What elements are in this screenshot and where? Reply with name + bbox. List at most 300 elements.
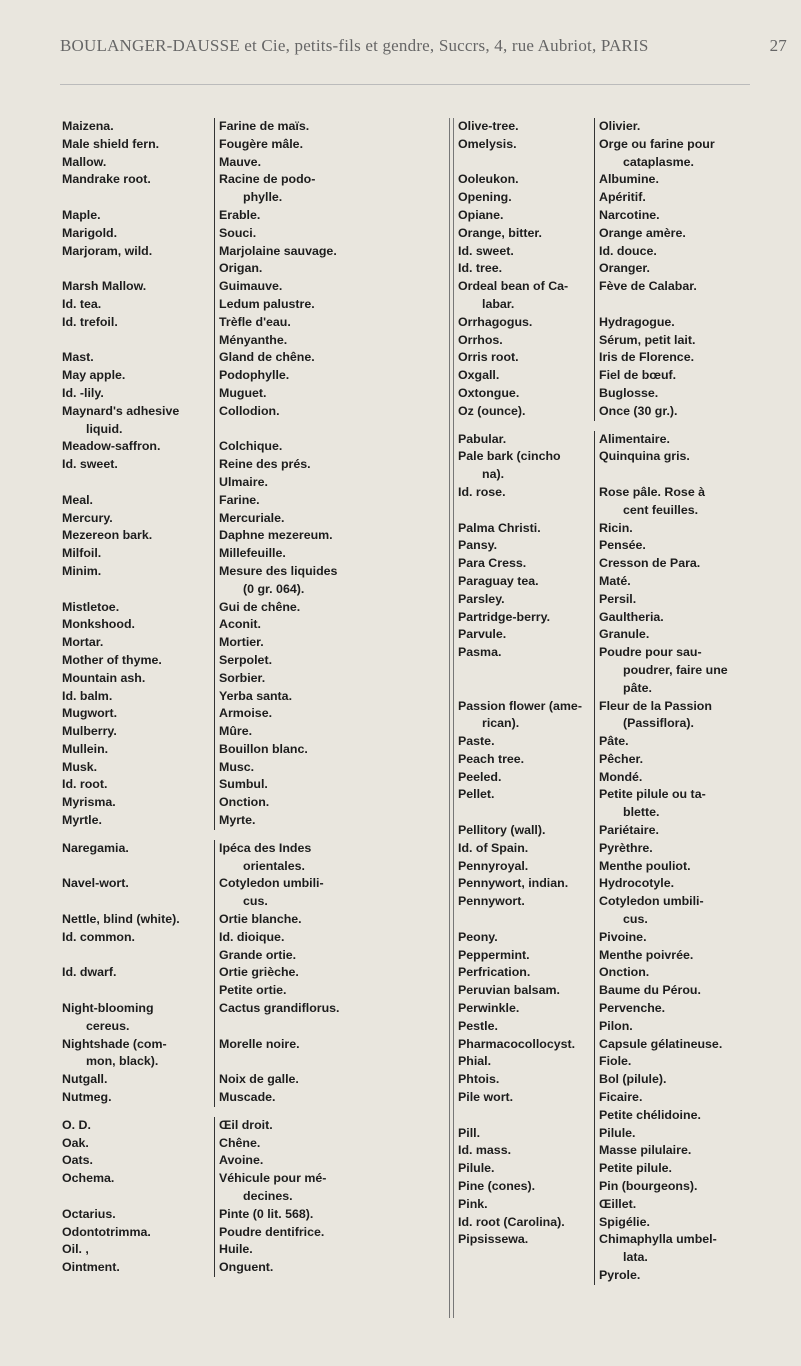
- english-term-line: Myrtle.: [62, 813, 102, 828]
- english-term-line: Pennywort.: [458, 894, 525, 909]
- glossary-entry: [458, 1018, 788, 1036]
- english-term: [458, 260, 594, 278]
- english-term: [458, 751, 594, 769]
- glossary-entry: [62, 385, 392, 403]
- french-term-line: cataplasme.: [623, 154, 694, 169]
- glossary-entry: [62, 1071, 392, 1089]
- english-term-line: Minim.: [62, 563, 102, 578]
- french-term: [594, 626, 788, 644]
- english-term: [62, 1241, 214, 1259]
- english-term-line: Pennyroyal.: [458, 858, 529, 873]
- english-term-line: Id. trefoil.: [62, 314, 118, 329]
- english-term: [458, 982, 594, 1000]
- french-term-line: Persil.: [599, 591, 637, 606]
- english-term: [62, 616, 214, 634]
- french-term: [214, 759, 392, 777]
- english-term-line: Paraguay tea.: [458, 573, 539, 588]
- french-term: [594, 1214, 788, 1232]
- french-term-line: Mûre.: [219, 724, 253, 739]
- english-term: [458, 1071, 594, 1089]
- french-term-line: Erable.: [219, 207, 261, 222]
- english-term-line: Meadow-saffron.: [62, 439, 161, 454]
- french-term-line: Narcotine.: [599, 207, 660, 222]
- glossary-entry: [62, 171, 392, 207]
- english-term-line: Oxgall.: [458, 368, 500, 383]
- french-term-line: Pêcher.: [599, 751, 644, 766]
- french-term: [594, 858, 788, 876]
- english-term-line: Pennywort, indian.: [458, 876, 569, 891]
- french-term: [594, 260, 788, 278]
- french-term-line: Gland de chêne.: [219, 350, 315, 365]
- glossary-entry: [62, 1170, 392, 1206]
- glossary-entry: [62, 911, 392, 929]
- english-term-line: Pharmacocollocyst.: [458, 1036, 576, 1051]
- english-term: [62, 634, 214, 652]
- english-term-line: Mandrake root.: [62, 172, 151, 187]
- french-term: [594, 136, 788, 172]
- english-term: [62, 349, 214, 367]
- french-term: [594, 786, 788, 822]
- english-term-line: Nightshade (com-: [62, 1036, 167, 1051]
- french-term-line: blette.: [623, 805, 660, 820]
- french-term: [214, 911, 392, 929]
- english-term-line: Palma Christi.: [458, 520, 541, 535]
- english-term-line: Maynard's adhesive: [62, 403, 180, 418]
- french-term-line: Cresson de Para.: [599, 556, 701, 571]
- french-term: [214, 545, 392, 563]
- glossary-entry: [458, 555, 788, 573]
- english-term: [458, 626, 594, 644]
- english-term-line: Maizena.: [62, 119, 114, 133]
- french-term: [594, 1036, 788, 1054]
- english-term: [62, 278, 214, 296]
- french-term-line: Maté.: [599, 573, 631, 588]
- french-term-line: Daphne mezereum.: [219, 528, 333, 543]
- french-term: [214, 1000, 392, 1036]
- french-term-line: Fiel de bœuf.: [599, 368, 677, 383]
- french-term-line: Ficaire.: [599, 1090, 643, 1105]
- english-term: [62, 911, 214, 929]
- glossary-entry: [62, 759, 392, 777]
- french-term: [214, 1071, 392, 1089]
- glossary-entry: [458, 118, 788, 136]
- english-term-line: Odontotrimma.: [62, 1224, 151, 1239]
- glossary-entry: [62, 616, 392, 634]
- french-term: [214, 154, 392, 172]
- french-term-line: Pinte (0 lit. 568).: [219, 1206, 314, 1221]
- french-term-line: Spigélie.: [599, 1214, 650, 1229]
- english-term-line: Opening.: [458, 190, 512, 205]
- english-term: [458, 189, 594, 207]
- french-term-line: Menthe poivrée.: [599, 947, 694, 962]
- french-term: [594, 314, 788, 332]
- glossary-entry: [458, 733, 788, 751]
- french-term-line: Pensée.: [599, 538, 646, 553]
- french-term-line: Gaultheria.: [599, 609, 664, 624]
- english-term: [458, 520, 594, 538]
- english-term: [458, 278, 594, 314]
- english-term-line: labar.: [482, 296, 515, 311]
- french-term: [594, 1125, 788, 1143]
- english-term: [458, 1000, 594, 1018]
- english-term-line: Mountain ash.: [62, 670, 146, 685]
- english-term: [62, 545, 214, 563]
- english-term-line: Para Cress.: [458, 556, 527, 571]
- glossary-entry: [458, 385, 788, 403]
- french-term: [214, 243, 392, 279]
- glossary-entry: [458, 769, 788, 787]
- french-term: [594, 822, 788, 840]
- english-term: [62, 929, 214, 965]
- glossary-entry: [458, 278, 788, 314]
- french-term: [214, 1089, 392, 1107]
- french-term-line: Sumbul.: [219, 777, 268, 792]
- english-term-line: Id. root.: [62, 777, 108, 792]
- french-term-line: Olivier.: [599, 119, 641, 133]
- glossary-entry: [62, 634, 392, 652]
- glossary-entry: [62, 545, 392, 563]
- french-term: [594, 1160, 788, 1178]
- glossary-entry: [458, 929, 788, 947]
- english-term-line: Pill.: [458, 1125, 481, 1140]
- french-term: [214, 492, 392, 510]
- english-term: [62, 314, 214, 350]
- glossary-entry: [458, 332, 788, 350]
- french-term: [594, 1089, 788, 1125]
- english-term-line: Id. balm.: [62, 688, 113, 703]
- french-term: [594, 171, 788, 189]
- french-term-line: Racine de podo-: [219, 172, 316, 187]
- english-term-line: Peruvian balsam.: [458, 983, 560, 998]
- english-term: [458, 1036, 594, 1054]
- french-term-line: Id. dioique.: [219, 929, 285, 944]
- french-term: [594, 769, 788, 787]
- glossary-entry: [458, 314, 788, 332]
- english-term-line: Nutmeg.: [62, 1090, 112, 1105]
- english-term-line: Pestle.: [458, 1018, 498, 1033]
- english-term-line: Orrhos.: [458, 332, 503, 347]
- english-term: [458, 1231, 594, 1284]
- english-term: [458, 314, 594, 332]
- french-term-line: Myrte.: [219, 813, 256, 828]
- glossary-entry: [62, 154, 392, 172]
- english-term: [62, 1259, 214, 1277]
- english-term-line: Mallow.: [62, 154, 107, 169]
- french-term-line: Fleur de la Passion: [599, 698, 712, 713]
- english-term: [62, 1000, 214, 1036]
- english-term: [62, 171, 214, 207]
- english-term-line: Myrisma.: [62, 795, 116, 810]
- english-term-line: Oil. ,: [62, 1242, 89, 1257]
- english-term: [458, 1089, 594, 1125]
- glossary-entry: [62, 1000, 392, 1036]
- english-term: [62, 794, 214, 812]
- glossary-entry: [458, 136, 788, 172]
- glossary-entry: [458, 1214, 788, 1232]
- glossary-entry: [458, 858, 788, 876]
- english-term: [458, 537, 594, 555]
- french-term-line: (0 gr. 064).: [243, 581, 305, 596]
- english-term: [458, 1053, 594, 1071]
- french-term: [214, 875, 392, 911]
- french-term: [214, 136, 392, 154]
- french-term: [214, 171, 392, 207]
- english-term-line: Id. tea.: [62, 296, 102, 311]
- glossary-entry: [458, 1196, 788, 1214]
- french-term: [214, 670, 392, 688]
- french-term: [594, 947, 788, 965]
- glossary-entry: [62, 741, 392, 759]
- french-term-line: Œillet.: [599, 1196, 637, 1211]
- english-term: [458, 349, 594, 367]
- glossary-entry: [62, 403, 392, 439]
- english-term: [458, 840, 594, 858]
- english-term-line: O. D.: [62, 1117, 91, 1132]
- english-term: [458, 1142, 594, 1160]
- glossary-entry: [458, 189, 788, 207]
- french-term: [214, 1206, 392, 1224]
- english-term: [458, 118, 594, 136]
- french-term-line: Millefeuille.: [219, 546, 286, 561]
- glossary-entry: [458, 893, 788, 929]
- glossary-entry: [458, 1053, 788, 1071]
- french-term-line: Orge ou farine pour: [599, 136, 715, 151]
- glossary-entry: [458, 751, 788, 769]
- english-term-line: Id. dwarf.: [62, 965, 117, 980]
- glossary-entry: [62, 1241, 392, 1259]
- english-term: [458, 1160, 594, 1178]
- english-term: [62, 367, 214, 385]
- french-term-line: Bouillon blanc.: [219, 741, 308, 756]
- english-term-line: mon, black).: [86, 1054, 159, 1069]
- section-gap: [62, 830, 392, 840]
- french-term-line: Grande ortie.: [219, 947, 297, 962]
- french-term-line: Albumine.: [599, 172, 659, 187]
- french-term-line: Huile.: [219, 1242, 253, 1257]
- glossary-entry: [458, 573, 788, 591]
- english-term-line: Id. mass.: [458, 1143, 512, 1158]
- glossary-entry: [62, 492, 392, 510]
- french-term: [594, 573, 788, 591]
- glossary-entry: [62, 456, 392, 492]
- glossary-entry: [458, 260, 788, 278]
- french-term-line: Cactus grandiflorus.: [219, 1001, 340, 1016]
- french-term-line: Petite chélidoine.: [599, 1107, 701, 1122]
- french-term-line: Orange amère.: [599, 225, 686, 240]
- english-term-line: Orrhagogus.: [458, 314, 533, 329]
- french-term-line: Apéritif.: [599, 190, 646, 205]
- english-term: [458, 1214, 594, 1232]
- glossary-entry: [62, 207, 392, 225]
- glossary-entry: [458, 644, 788, 697]
- english-term: [458, 858, 594, 876]
- french-term-line: Ortie grièche.: [219, 965, 299, 980]
- glossary-entry: [62, 652, 392, 670]
- glossary-entry: [62, 1206, 392, 1224]
- french-term: [214, 510, 392, 528]
- glossary-entry: [458, 520, 788, 538]
- english-term-line: Pale bark (cincho: [458, 449, 561, 464]
- english-term-line: Pansy.: [458, 538, 498, 553]
- french-term-line: Pâte.: [599, 734, 629, 749]
- english-term: [458, 403, 594, 421]
- english-term: [62, 1152, 214, 1170]
- french-term: [214, 1036, 392, 1072]
- glossary-entry: [458, 1000, 788, 1018]
- english-term: [62, 527, 214, 545]
- english-term-line: Nettle, blind (white).: [62, 912, 180, 927]
- english-term-line: Ochema.: [62, 1171, 115, 1186]
- french-term-line: Guimauve.: [219, 279, 283, 294]
- french-term-line: Muguet.: [219, 385, 267, 400]
- french-term: [594, 733, 788, 751]
- english-term-line: Paste.: [458, 734, 495, 749]
- french-term: [214, 456, 392, 492]
- english-term-line: Marsh Mallow.: [62, 279, 147, 294]
- english-term-line: liquid.: [86, 421, 123, 436]
- french-term-line: Hydragogue.: [599, 314, 675, 329]
- glossary-entry: [62, 1135, 392, 1153]
- english-term-line: Id. -lily.: [62, 385, 104, 400]
- english-term: [458, 644, 594, 697]
- glossary-entry: [458, 171, 788, 189]
- french-term-line: Podophylle.: [219, 368, 290, 383]
- french-term-line: Mortier.: [219, 635, 264, 650]
- french-term-line: Petite pilule ou ta-: [599, 787, 706, 802]
- english-term: [458, 431, 594, 449]
- glossary-entry: [458, 609, 788, 627]
- french-term-line: Colchique.: [219, 439, 283, 454]
- french-term-line: Aconit.: [219, 617, 261, 632]
- english-term-line: Musk.: [62, 759, 98, 774]
- french-term: [214, 776, 392, 794]
- french-term-line: Armoise.: [219, 706, 273, 721]
- french-term-line: Quinquina gris.: [599, 449, 690, 464]
- glossary-entry: [62, 296, 392, 314]
- english-term-line: Phtois.: [458, 1072, 500, 1087]
- french-term-line: cent feuilles.: [623, 502, 699, 517]
- english-term-line: Id. sweet.: [458, 243, 514, 258]
- english-term: [458, 243, 594, 261]
- english-term: [458, 171, 594, 189]
- english-term: [62, 118, 214, 136]
- glossary-entry: [62, 510, 392, 528]
- french-term: [594, 118, 788, 136]
- english-term-line: Naregamia.: [62, 840, 129, 855]
- english-term-line: Pasma.: [458, 645, 502, 660]
- french-term-line: (Passiflora).: [623, 716, 694, 731]
- french-term: [214, 403, 392, 439]
- glossary-entry: [458, 1089, 788, 1125]
- english-term-line: Night-blooming: [62, 1001, 154, 1016]
- english-term: [62, 243, 214, 279]
- french-term-line: Mercuriale.: [219, 510, 285, 525]
- english-term: [458, 698, 594, 734]
- french-term-line: Capsule gélatineuse.: [599, 1036, 723, 1051]
- french-term: [214, 118, 392, 136]
- english-term: [458, 1196, 594, 1214]
- english-term: [458, 929, 594, 947]
- french-term: [594, 893, 788, 929]
- french-term: [594, 875, 788, 893]
- english-term-line: Mortar.: [62, 635, 104, 650]
- english-term-line: Meal.: [62, 492, 93, 507]
- french-term: [214, 1135, 392, 1153]
- english-term: [458, 448, 594, 484]
- glossary-entry: [62, 964, 392, 1000]
- french-term-line: Petite ortie.: [219, 983, 287, 998]
- english-term-line: Mistletoe.: [62, 599, 120, 614]
- french-term-line: Cotyledon umbili-: [219, 876, 324, 891]
- glossary-entry: [458, 1178, 788, 1196]
- french-term-line: Fève de Calabar.: [599, 279, 697, 294]
- english-term-line: Oak.: [62, 1135, 89, 1150]
- glossary-entry: [458, 243, 788, 261]
- french-term: [594, 929, 788, 947]
- english-term-line: Omelysis.: [458, 136, 517, 151]
- english-term-line: Navel-wort.: [62, 876, 129, 891]
- glossary-entry: [62, 136, 392, 154]
- french-term-line: lata.: [623, 1250, 648, 1265]
- french-term: [594, 1142, 788, 1160]
- french-term: [594, 1053, 788, 1071]
- english-term-line: na).: [482, 467, 505, 482]
- french-term: [594, 367, 788, 385]
- french-term: [594, 1000, 788, 1018]
- english-term-line: Id. of Spain.: [458, 840, 529, 855]
- french-term-line: Souci.: [219, 225, 257, 240]
- english-term: [62, 1135, 214, 1153]
- french-term-line: Sorbier.: [219, 670, 266, 685]
- french-term: [594, 332, 788, 350]
- english-term: [62, 812, 214, 830]
- french-term-line: decines.: [243, 1189, 293, 1204]
- glossary-entry: [458, 964, 788, 982]
- french-term-line: Avoine.: [219, 1153, 264, 1168]
- english-term: [62, 670, 214, 688]
- french-term-line: Buglosse.: [599, 385, 659, 400]
- english-term: [62, 1117, 214, 1135]
- french-term: [214, 1117, 392, 1135]
- french-term-line: Cotyledon umbili-: [599, 894, 704, 909]
- french-term: [214, 652, 392, 670]
- glossary-entry: [62, 1117, 392, 1135]
- glossary-entry: [458, 367, 788, 385]
- french-term-line: Musc.: [219, 759, 255, 774]
- french-term: [214, 812, 392, 830]
- english-term-line: Id. tree.: [458, 261, 503, 276]
- french-term: [214, 278, 392, 296]
- french-term: [214, 385, 392, 403]
- french-term: [214, 723, 392, 741]
- english-term: [62, 840, 214, 876]
- french-term-line: Sérum, petit lait.: [599, 332, 696, 347]
- english-term: [62, 563, 214, 599]
- french-term: [594, 1196, 788, 1214]
- french-term: [594, 698, 788, 734]
- french-term-line: Yerba santa.: [219, 688, 293, 703]
- french-term-line: Ipéca des Indes: [219, 840, 312, 855]
- french-term-line: Véhicule pour mé-: [219, 1171, 327, 1186]
- french-term-line: Bol (pilule).: [599, 1072, 667, 1087]
- french-term: [594, 520, 788, 538]
- french-term-line: Muscade.: [219, 1090, 276, 1105]
- english-term: [62, 1170, 214, 1206]
- english-term: [458, 947, 594, 965]
- glossary-entry: [62, 812, 392, 830]
- french-term-line: Pilon.: [599, 1018, 633, 1033]
- french-term: [214, 599, 392, 617]
